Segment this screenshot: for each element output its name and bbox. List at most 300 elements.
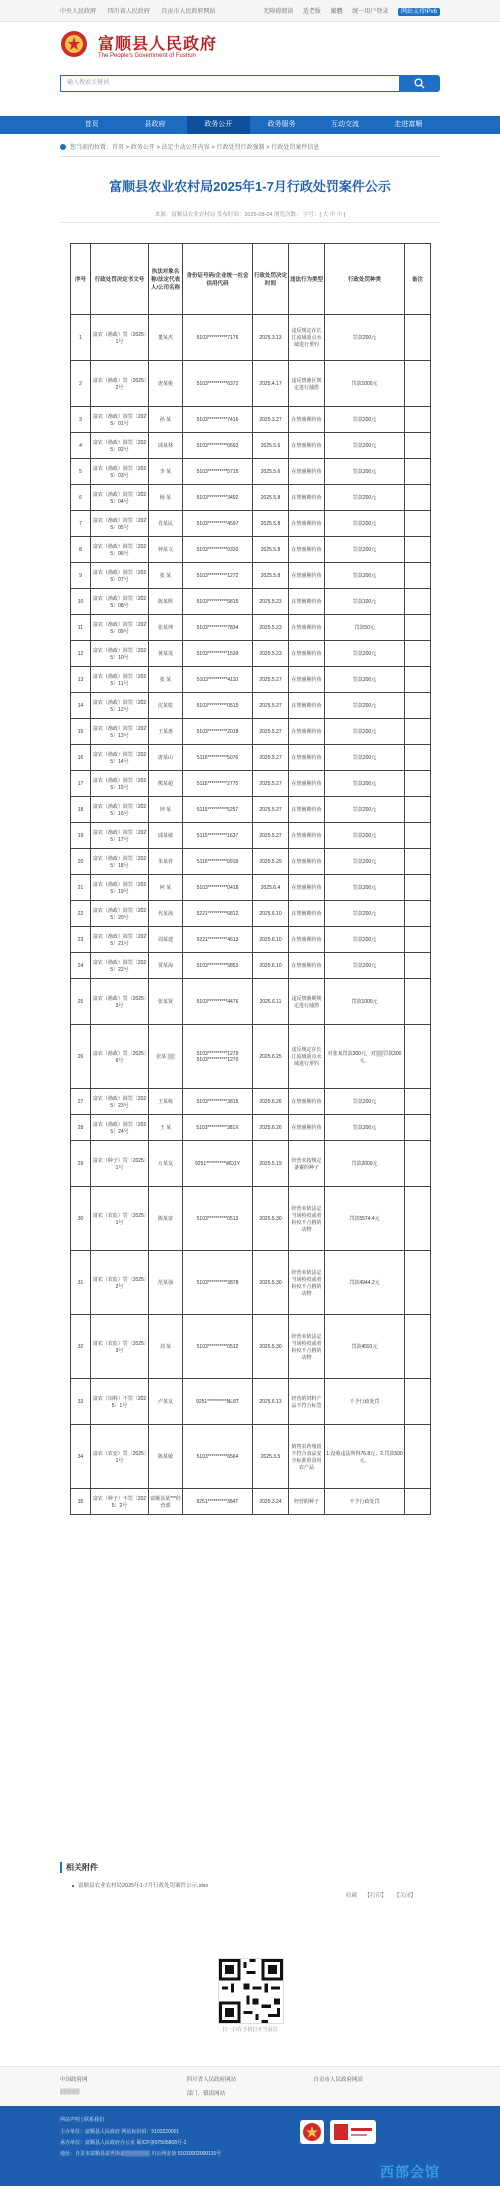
table-cell: 富农（渔政）简罚〔2025〕21号 bbox=[91, 927, 149, 953]
footer-link[interactable]: 自贡市人民政府网站 bbox=[313, 2077, 363, 2083]
table-cell: 邱某林 bbox=[149, 433, 183, 459]
table-cell: 23 bbox=[71, 927, 91, 953]
table-cell: 24 bbox=[71, 953, 91, 979]
table-cell: 29 bbox=[71, 1141, 91, 1187]
table-cell: 富农（渔政）简罚〔2025〕20号 bbox=[91, 901, 149, 927]
table-cell: 富农（渔政）简罚〔2025〕14号 bbox=[91, 745, 149, 771]
table-cell: 唐某山 bbox=[149, 745, 183, 771]
print-button[interactable]: 【打印】 bbox=[364, 1893, 387, 1899]
table-cell: 富农（渔政）简罚〔2025〕13号 bbox=[91, 719, 149, 745]
table-cell: 11 bbox=[71, 615, 91, 641]
table-cell: 9251**********384T bbox=[183, 1489, 253, 1515]
table-cell: 5103**********4476 bbox=[183, 979, 253, 1025]
table-cell: 罚款200元 bbox=[325, 1089, 405, 1115]
table-cell: 罚款200元 bbox=[325, 693, 405, 719]
table-cell: 2025.5.6 bbox=[253, 433, 289, 459]
table-cell: 5103**********7416 bbox=[183, 407, 253, 433]
footer-links-row bbox=[60, 2089, 440, 2097]
table-cell: 2025.5.6 bbox=[253, 459, 289, 485]
table-cell bbox=[405, 693, 431, 719]
table-cell: 5 bbox=[71, 459, 91, 485]
table-cell: 罚款1000元 bbox=[325, 361, 405, 407]
table-cell: 5115**********1637 bbox=[183, 823, 253, 849]
table-cell: 在禁渔期钓鱼 bbox=[289, 433, 325, 459]
table-cell: 罚款5574.4元 bbox=[325, 1187, 405, 1251]
table-row bbox=[71, 641, 431, 667]
table-cell: 朱某祥 bbox=[149, 849, 183, 875]
table-cell: 2025.5.23 bbox=[253, 641, 289, 667]
article-title: 富顺县农业农村局2025年1-7月行政处罚案件公示 bbox=[109, 179, 391, 194]
table-cell: 陈某富 bbox=[149, 1187, 183, 1251]
top-links bbox=[60, 6, 225, 15]
table-cell bbox=[405, 485, 431, 511]
table-cell: 富农（渔政）简罚〔2025〕17号 bbox=[91, 823, 149, 849]
table-cell: 罚款1000元 bbox=[325, 979, 405, 1025]
footer-line[interactable]: 网站声明 | 联系我们 bbox=[60, 2117, 105, 2123]
table-row bbox=[71, 1379, 431, 1425]
table-cell bbox=[405, 1315, 431, 1379]
table-cell: 陈某辉 bbox=[149, 589, 183, 615]
table-cell: 5103**********0513 bbox=[183, 1187, 253, 1251]
table-cell: 富农（种子）罚〔2025〕1号 bbox=[91, 1141, 149, 1187]
table-cell: 经营的饲料产品不符合标签 bbox=[289, 1379, 325, 1425]
table-cell: 8 bbox=[71, 537, 91, 563]
table-cell: 在禁渔期钓鱼 bbox=[289, 693, 325, 719]
table-cell: 9251**********WD1Y bbox=[183, 1141, 253, 1187]
top-link[interactable]: 中央人民政府 bbox=[60, 9, 97, 15]
table-cell: 2025.5.27 bbox=[253, 823, 289, 849]
table-cell: 富农（渔政）简罚〔2025〕19号 bbox=[91, 875, 149, 901]
table-cell: 在禁渔期钓鱼 bbox=[289, 667, 325, 693]
table-cell: 5115**********0918 bbox=[183, 849, 253, 875]
table-cell: 孙 某 bbox=[149, 407, 183, 433]
table-cell: 22 bbox=[71, 901, 91, 927]
table-cell: 2025.5.23 bbox=[253, 615, 289, 641]
table-cell bbox=[405, 1187, 431, 1251]
table-cell: 4 bbox=[71, 433, 91, 459]
table-cell: 违反禁渔期规定进行捕捞 bbox=[289, 979, 325, 1025]
table-cell: 5115**********5257 bbox=[183, 797, 253, 823]
table-cell bbox=[405, 1379, 431, 1425]
table-cell: 5115**********2775 bbox=[183, 771, 253, 797]
table-cell bbox=[405, 1425, 431, 1489]
table-cell: 2025.5.27 bbox=[253, 667, 289, 693]
table-body bbox=[71, 315, 431, 1515]
table-row bbox=[71, 927, 431, 953]
table-cell bbox=[405, 433, 431, 459]
table-cell: 富农（渔政）简罚〔2025〕12号 bbox=[91, 693, 149, 719]
col-header: 行政处罚种类 bbox=[325, 244, 405, 315]
table-cell: 在禁渔期钓鱼 bbox=[289, 615, 325, 641]
table-row bbox=[71, 315, 431, 361]
table-cell: 在禁渔期钓鱼 bbox=[289, 459, 325, 485]
table-cell: 5103**********0693 bbox=[183, 433, 253, 459]
top-link[interactable]: 四川省人民政府 bbox=[107, 9, 150, 15]
table-cell: 富农（农监）罚〔2025〕2号 bbox=[91, 1251, 149, 1315]
table-cell bbox=[405, 667, 431, 693]
nav-county-gov[interactable]: 县政府 bbox=[144, 121, 166, 128]
search-button[interactable] bbox=[400, 75, 440, 92]
table-cell: 5103**********7176 bbox=[183, 315, 253, 361]
table-cell bbox=[405, 927, 431, 953]
table-cell: 2025.5.30 bbox=[253, 1315, 289, 1379]
table-cell: 王 某 bbox=[149, 1115, 183, 1141]
table-cell: 在禁渔期钓鱼 bbox=[289, 511, 325, 537]
table-cell: 罚款200元 bbox=[325, 459, 405, 485]
table-cell: 2025.5.27 bbox=[253, 719, 289, 745]
table-cell: 5103**********6564 bbox=[183, 1425, 253, 1489]
table-cell: 5103**********5815 bbox=[183, 589, 253, 615]
table-cell: 在禁渔期钓鱼 bbox=[289, 823, 325, 849]
table-row bbox=[71, 875, 431, 901]
table-row bbox=[71, 361, 431, 407]
table-row bbox=[71, 1489, 431, 1515]
col-header: 行政处罚决定书文号 bbox=[91, 244, 149, 315]
table-row bbox=[71, 1141, 431, 1187]
top-bar bbox=[0, 0, 500, 22]
table-cell: 在禁渔期钓鱼 bbox=[289, 875, 325, 901]
top-right-links bbox=[255, 6, 440, 15]
table-cell: 富农（渔政）简罚〔2025〕08号 bbox=[91, 589, 149, 615]
footer-link[interactable]: 四川省人民政府网站 bbox=[186, 2077, 237, 2083]
table-cell: 2025.5.30 bbox=[253, 1251, 289, 1315]
table-cell bbox=[405, 849, 431, 875]
table-cell: 富农（渔政）简罚〔2025〕01号 bbox=[91, 407, 149, 433]
table-cell bbox=[405, 641, 431, 667]
table-cell: 富农（渔政）罚〔2025〕3号 bbox=[91, 979, 149, 1025]
table-cell: 在禁渔期钓鱼 bbox=[289, 719, 325, 745]
table-cell: 富农（渔政）简罚〔2025〕23号 bbox=[91, 1089, 149, 1115]
table-cell: 2 bbox=[71, 361, 91, 407]
table-cell: 2025.5.27 bbox=[253, 745, 289, 771]
table-cell: 1.没收违法所得76.8元；2.罚款500元。 bbox=[325, 1425, 405, 1489]
table-cell bbox=[405, 537, 431, 563]
table-cell: 罚款200元 bbox=[325, 771, 405, 797]
table-row bbox=[71, 667, 431, 693]
table-cell: 2025.5.23 bbox=[253, 589, 289, 615]
table-cell: 经营假种子 bbox=[289, 1489, 325, 1515]
table-row bbox=[71, 615, 431, 641]
article-meta: 来源：富顺县农业农村局 发布时间：2025-08-04 浏览次数： 字号：[ 大 中 小 ] bbox=[154, 212, 346, 218]
table-cell: 邱某敏 bbox=[149, 823, 183, 849]
table-cell: 罚款2000元 bbox=[325, 1141, 405, 1187]
search-bar bbox=[0, 72, 500, 104]
table-cell: 罚款200元 bbox=[325, 849, 405, 875]
elderly-mode-link[interactable]: 适老版 bbox=[302, 9, 321, 15]
table-cell: 张 某 bbox=[149, 563, 183, 589]
table-cell: 5221**********4613 bbox=[183, 927, 253, 953]
table-cell: 在禁渔期钓鱼 bbox=[289, 745, 325, 771]
login-link[interactable]: 统一用户登录 bbox=[352, 9, 389, 15]
table-cell: 2025.6.10 bbox=[253, 901, 289, 927]
table-cell: 张某 ▒▒ bbox=[149, 1025, 183, 1089]
table-cell: 罚款200元 bbox=[325, 797, 405, 823]
table-cell bbox=[405, 361, 431, 407]
table-cell: 5115**********5076 bbox=[183, 745, 253, 771]
table-cell: 5103**********6372 bbox=[183, 361, 253, 407]
table-cell: 经营未按规定备案的种子 bbox=[289, 1141, 325, 1187]
table-cell: 不予行政处罚 bbox=[325, 1379, 405, 1425]
nav-gov-affairs-open[interactable]: 政务公开 bbox=[187, 116, 250, 134]
main-nav bbox=[0, 116, 500, 134]
table-cell: 在禁渔期钓鱼 bbox=[289, 927, 325, 953]
party-gov-site-icon[interactable] bbox=[330, 2120, 376, 2144]
table-cell: 在禁渔期钓鱼 bbox=[289, 849, 325, 875]
table-cell: 张某贤 bbox=[149, 979, 183, 1025]
table-cell: 违反禁渔区规定进行捕捞 bbox=[289, 361, 325, 407]
table-cell: 2025.5.8 bbox=[253, 537, 289, 563]
table-cell: 13 bbox=[71, 667, 91, 693]
table-cell: 万某友 bbox=[149, 1141, 183, 1187]
table-row bbox=[71, 1089, 431, 1115]
table-cell: 31 bbox=[71, 1251, 91, 1315]
table-cell: 在禁渔期钓鱼 bbox=[289, 901, 325, 927]
table-cell bbox=[405, 1089, 431, 1115]
table-cell: 3 bbox=[71, 407, 91, 433]
attachments-heading: 相关附件 bbox=[60, 1862, 440, 1873]
table-cell: 沈某乾 bbox=[149, 693, 183, 719]
top-link[interactable]: 自贡市人民政府网站 bbox=[161, 9, 216, 15]
table-cell bbox=[405, 1115, 431, 1141]
table-cell bbox=[405, 771, 431, 797]
table-cell: 2025.5.30 bbox=[253, 1187, 289, 1251]
table-cell: 19 bbox=[71, 823, 91, 849]
breadcrumb-text[interactable]: 您当前的位置：首页 > 政务公开 > 法定主动公开内容 > 行政处罚行政强制 > 行政处罚案件信息 bbox=[70, 145, 320, 151]
table-row bbox=[71, 979, 431, 1025]
footer-links-row bbox=[60, 2075, 440, 2083]
table-cell: 肖某民 bbox=[149, 511, 183, 537]
footer-select[interactable]: 部门、镇街网站 bbox=[186, 2091, 226, 2097]
table-row bbox=[71, 953, 431, 979]
table-row bbox=[71, 537, 431, 563]
table-cell: 2025.6.26 bbox=[253, 1115, 289, 1141]
table-cell: 杨 某 bbox=[149, 485, 183, 511]
accessibility-link[interactable]: 无障碍阅读 bbox=[263, 9, 294, 15]
nav-interaction[interactable]: 互动交流 bbox=[330, 121, 359, 128]
table-cell: 5103**********1272 bbox=[183, 563, 253, 589]
table-cell: 9 bbox=[71, 563, 91, 589]
gov-error-correction-icon[interactable] bbox=[300, 2120, 324, 2144]
footer-links bbox=[0, 2066, 500, 2107]
table-cell bbox=[405, 823, 431, 849]
table-cell bbox=[405, 797, 431, 823]
table-cell: 在禁渔期钓鱼 bbox=[289, 953, 325, 979]
table-cell: 5103**********0418 bbox=[183, 875, 253, 901]
table-cell: 2025.5.19 bbox=[253, 1141, 289, 1187]
table-cell: 在禁渔期钓鱼 bbox=[289, 407, 325, 433]
table-cell: 经营未依法定当场检疫或者检疫不合格的动物 bbox=[289, 1187, 325, 1251]
table-header-row bbox=[71, 244, 431, 315]
table-row bbox=[71, 563, 431, 589]
watermark-text: 西部会馆 bbox=[380, 2164, 440, 2180]
footer-select[interactable]: ▒▒▒▒▒ bbox=[60, 2089, 80, 2095]
table-cell bbox=[405, 459, 431, 485]
table-cell bbox=[405, 1025, 431, 1089]
table-cell: 经营未依法定当场检疫或者检疫不合格的动物 bbox=[289, 1251, 325, 1315]
nav-gov-services[interactable]: 政务服务 bbox=[267, 121, 296, 128]
table-cell: 罚款100元 bbox=[325, 589, 405, 615]
table-cell: 罚款200元 bbox=[325, 433, 405, 459]
table-cell: 罚款200元 bbox=[325, 563, 405, 589]
search-icon bbox=[414, 78, 425, 89]
table-row bbox=[71, 407, 431, 433]
table-cell: 2025.6.13 bbox=[253, 1379, 289, 1425]
table-cell bbox=[405, 1141, 431, 1187]
table-cell: 罚款200元 bbox=[325, 315, 405, 361]
table-cell: 王某栋 bbox=[149, 1089, 183, 1115]
table-cell: 罚款200元 bbox=[325, 667, 405, 693]
table-cell: 富农（渔政）简罚〔2025〕02号 bbox=[91, 433, 149, 459]
table-cell: 21 bbox=[71, 875, 91, 901]
table-cell bbox=[405, 315, 431, 361]
table-cell: 富农（渔政）简罚〔2025〕04号 bbox=[91, 485, 149, 511]
traditional-chinese-link[interactable]: 繁體 bbox=[330, 9, 343, 15]
table-cell: 在禁渔期钓鱼 bbox=[289, 485, 325, 511]
table-cell: 富农（渔政）简罚〔2025〕24号 bbox=[91, 1115, 149, 1141]
table-cell: 30 bbox=[71, 1187, 91, 1251]
table-cell: 2025.6.10 bbox=[253, 927, 289, 953]
table-cell: 罚款200元 bbox=[325, 719, 405, 745]
table-cell bbox=[405, 901, 431, 927]
page-tools bbox=[340, 1891, 416, 1899]
table-cell: 1 bbox=[71, 315, 91, 361]
table-cell: 富农（饲料）不罚〔2025〕1号 bbox=[91, 1379, 149, 1425]
table-cell: 陈某敏 bbox=[149, 1425, 183, 1489]
table-cell: 2025.6.4 bbox=[253, 875, 289, 901]
table-row bbox=[71, 719, 431, 745]
close-button[interactable]: 【关闭】 bbox=[394, 1893, 417, 1899]
col-header: 违法行为类型 bbox=[289, 244, 325, 315]
col-header: 行政处罚决定时间 bbox=[253, 244, 289, 315]
table-cell: 周某建 bbox=[149, 927, 183, 953]
table-cell: 2025.6.25 bbox=[253, 1025, 289, 1089]
table-cell: 黄某茂 bbox=[149, 641, 183, 667]
table-cell: 20 bbox=[71, 849, 91, 875]
table-cell: 钟某文 bbox=[149, 537, 183, 563]
table-cell: 5103**********3878 bbox=[183, 1251, 253, 1315]
table-cell: 富农（渔政）简罚〔2025〕18号 bbox=[91, 849, 149, 875]
attachment-file-name[interactable]: 富顺县农业农村局2025年1-7月行政处罚案件公示.xlsx bbox=[78, 1883, 209, 1889]
nav-home[interactable]: 首页 bbox=[84, 121, 99, 128]
table-cell bbox=[405, 615, 431, 641]
table-cell: 26 bbox=[71, 1025, 91, 1089]
table-cell: 卢某友 bbox=[149, 1379, 183, 1425]
table-cell: 2025.5.29 bbox=[253, 849, 289, 875]
table-cell: 富农（渔政）简罚〔2025〕06号 bbox=[91, 537, 149, 563]
table-cell: 2025.3.13 bbox=[253, 315, 289, 361]
table-cell: 富农（渔政）简罚〔2025〕22号 bbox=[91, 953, 149, 979]
table-cell: 富农（农安）罚〔2025〕1号 bbox=[91, 1425, 149, 1489]
site-header bbox=[0, 22, 500, 72]
table-cell: 代某海 bbox=[149, 901, 183, 927]
table-cell bbox=[405, 511, 431, 537]
site-name[interactable]: 富顺县人民政府 bbox=[98, 34, 218, 53]
table-cell: 罚款50元 bbox=[325, 615, 405, 641]
site-name-en: The People's Government of Fushun bbox=[98, 53, 196, 59]
table-cell: 5103**********1539 bbox=[183, 641, 253, 667]
table-cell: 32 bbox=[71, 1315, 91, 1379]
table-cell: 5103**********2018 bbox=[183, 719, 253, 745]
col-header: 执法对象名称/法定代表人/公司名称 bbox=[149, 244, 183, 315]
table-cell: 在禁渔期钓鱼 bbox=[289, 797, 325, 823]
table-row bbox=[71, 849, 431, 875]
table-cell bbox=[405, 745, 431, 771]
table-cell: 富农（农监）罚〔2025〕1号 bbox=[91, 1187, 149, 1251]
footer-select[interactable] bbox=[313, 2089, 440, 2097]
table-cell: 2025.3.5 bbox=[253, 1425, 289, 1489]
table-cell: 贾某海 bbox=[149, 953, 183, 979]
table-row bbox=[71, 1115, 431, 1141]
table-cell: 2025.5.8 bbox=[253, 563, 289, 589]
attachments-section bbox=[60, 1862, 440, 1889]
table-cell: 罚款200元 bbox=[325, 1115, 405, 1141]
breadcrumb bbox=[60, 140, 440, 157]
table-row bbox=[71, 511, 431, 537]
table-row bbox=[71, 1315, 431, 1379]
table-cell: 钟 某 bbox=[149, 797, 183, 823]
table-row bbox=[71, 823, 431, 849]
table-cell: 12 bbox=[71, 641, 91, 667]
table-cell: 5221**********6812 bbox=[183, 901, 253, 927]
footer-link[interactable]: 中国政府网 bbox=[60, 2077, 88, 2083]
table-cell: 2025.5.27 bbox=[253, 771, 289, 797]
penalty-cases-table bbox=[70, 243, 431, 1515]
table-cell: 2025.5.8 bbox=[253, 485, 289, 511]
table-row bbox=[71, 1251, 431, 1315]
table-row bbox=[71, 589, 431, 615]
location-pin-icon bbox=[60, 144, 66, 150]
table-cell: 罚款200元 bbox=[325, 953, 405, 979]
table-cell: 富农（渔政）罚〔2025〕6号 bbox=[91, 1025, 149, 1089]
table-cell: 唐某俊 bbox=[149, 361, 183, 407]
table-cell: 罚款200元 bbox=[325, 901, 405, 927]
table-cell: 5103**********5853 bbox=[183, 953, 253, 979]
table-cell: 对张某罚款300元，对▒▒罚款300元。 bbox=[325, 1025, 405, 1089]
table-cell: 2025.6.11 bbox=[253, 979, 289, 1025]
table-cell: 富农（渔政）简罚〔2025〕09号 bbox=[91, 615, 149, 641]
table-cell: 34 bbox=[71, 1425, 91, 1489]
table-cell: 5103**********0330 bbox=[183, 537, 253, 563]
table-cell: 5103**********4110 bbox=[183, 667, 253, 693]
search-input[interactable]: 输入搜索关键词 bbox=[60, 75, 400, 92]
table-cell: 在禁渔期钓鱼 bbox=[289, 589, 325, 615]
table-cell: 16 bbox=[71, 745, 91, 771]
table-cell: 销售农药残留不符合食品安全标准的食用农产品 bbox=[289, 1425, 325, 1489]
table-row bbox=[71, 1425, 431, 1489]
table-row bbox=[71, 745, 431, 771]
table-cell: 5103**********0515 bbox=[183, 693, 253, 719]
table-cell: 2025.5.27 bbox=[253, 797, 289, 823]
table-cell bbox=[405, 979, 431, 1025]
favorite-button[interactable]: 收藏 bbox=[346, 1893, 358, 1899]
table-cell: 李 某 bbox=[149, 459, 183, 485]
table-cell: 违反规定在长江流域重点水域进行垂钓 bbox=[289, 1025, 325, 1089]
table-cell: 7 bbox=[71, 511, 91, 537]
table-cell: 富农（渔政）简罚〔2025〕07号 bbox=[91, 563, 149, 589]
table-cell: 富农（渔政）简罚〔2025〕15号 bbox=[91, 771, 149, 797]
nav-about-fushun[interactable]: 走进富顺 bbox=[394, 121, 423, 128]
ipv6-badge: 网站支持IPv6 bbox=[398, 8, 440, 16]
table-cell: 富农（渔政）简罚〔2025〕03号 bbox=[91, 459, 149, 485]
attachment-file[interactable] bbox=[60, 1881, 440, 1889]
table-cell: 2025.3.27 bbox=[253, 407, 289, 433]
table-cell: 6 bbox=[71, 485, 91, 511]
table-cell: 5103**********0512 bbox=[183, 1315, 253, 1379]
table-cell bbox=[405, 953, 431, 979]
table-cell: 熊某超 bbox=[149, 771, 183, 797]
table-cell: 15 bbox=[71, 719, 91, 745]
col-header: 身份证号码/企业统一社会信用代码 bbox=[183, 244, 253, 315]
